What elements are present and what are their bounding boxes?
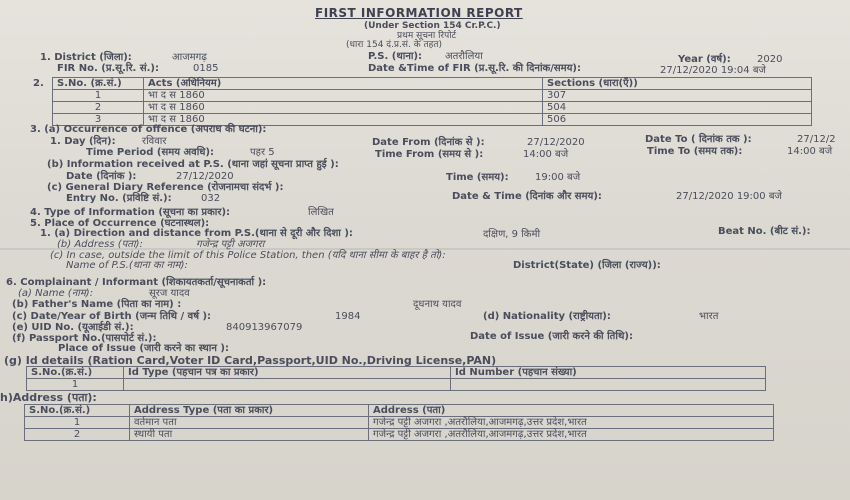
year-label: Year (वर्ष): [678,54,731,65]
time-from-label: Time From (समय से ): [375,149,484,160]
acts-row-act: भा द स 1860 [144,114,543,126]
acts-row-section: 504 [543,102,812,114]
id-header-number: Id Number (पहचान संख्या) [451,367,766,379]
occurrence-address-label: (b) Address (पता): [57,239,143,250]
address-header-address: Address (पता) [369,405,774,417]
table-row [25,429,774,441]
acts-table-header [53,78,812,90]
address-row-type: स्थायी पता [130,429,369,441]
time-to-label: Time To (समय तक): [647,146,743,157]
address-header-sno: S.No.(क्र.सं.) [25,405,130,417]
father-name-value: दूधनाथ यादव [413,299,462,310]
acts-header-sections: Sections (धारा(एँ)) [543,78,812,90]
id-row-type [124,379,451,391]
document-title: FIRST INFORMATION REPORT [315,6,523,20]
birth-date-label: (c) Date/Year of Birth (जन्म तिथि / वर्ष ): [12,311,212,322]
table-row [53,90,812,102]
acts-row-sno: 1 [53,90,144,102]
address-row-address: गजेन्द्र पट्टी अजगरा ,अतरौलिया,आजमगढ़,उत्तर प्रदेश,भारत [369,429,774,441]
nationality-value: भारत [699,311,719,322]
document-hindi-title: प्रथम सूचना रिपोर्ट [397,31,457,41]
occurrence-heading: 3. (a) Occurrence of offence (अपराध की घटना): [30,124,267,135]
info-type-label: 4. Type of Information (सूचना का प्रकार): [30,207,231,218]
complainant-name-value: सूरज यादव [149,288,190,299]
passport-issue-date-label: Date of Issue (जारी करने की तिथि): [470,331,633,342]
passport-label: (f) Passport No.(पासपोर्ट सं.): [12,333,157,344]
address-row-type: वर्तमान पता [130,417,369,429]
id-table-header [27,367,766,379]
outside-ps-name-label: Name of P.S.(थाना का नाम): [66,260,188,271]
gd-datetime-value: 27/12/2020 19:00 बजे [676,191,782,202]
acts-row-section: 506 [543,114,812,126]
info-time-value: 19:00 बजे [535,172,581,183]
table-row [53,102,812,114]
district-value: आजमगढ़ [172,52,207,63]
acts-header-sno: S.No. (क्र.सं.) [53,78,144,90]
district-label: 1. District (जिला): [40,52,132,63]
day-value: रविवार [142,136,167,147]
info-date-value: 27/12/2020 [176,171,234,182]
police-station-label: P.S. (थाना): [368,51,423,62]
id-row-number [451,379,766,391]
acts-row-act: भा द स 1860 [144,102,543,114]
date-from-label: Date From (दिनांक से ): [372,137,485,148]
id-header-sno: S.No.(क्र.सं.) [27,367,124,379]
birth-date-value: 1984 [335,311,361,322]
occurrence-address-value: गजेन्द्र पट्टी अजगरा [196,239,265,250]
id-header-type: Id Type (पहचान पत्र का प्रकार) [124,367,451,379]
date-to-value: 27/12/2 [797,134,836,145]
nationality-label: (d) Nationality (राष्ट्रीयता): [483,311,611,322]
police-station-value: अतरौलिया [445,51,483,62]
address-row-address: गजेन्द्र पट्टी अजगरा ,अतरौलिया,आजमगढ़,उत्तर प्रदेश,भारत [369,417,774,429]
id-details-label: (g) Id details (Ration Card,Voter ID Card,Passport,UID No.,Driving License,PAN) [4,354,497,367]
id-details-table [26,366,766,391]
address-row-sno: 2 [25,429,130,441]
time-to-value: 14:00 बजे [787,146,833,157]
time-period-label: Time Period (समय अवधि): [86,147,215,158]
complainant-heading: 6. Complainant / Informant (शिकायतकर्ता/सूचनाकर्ता ): [6,277,267,288]
document-hindi-subtitle: (धारा 154 दं.प्र.सं. के तहत) [346,40,443,50]
general-diary-label: (c) General Diary Reference (रोजनामचा संदर्भ ): [47,182,284,193]
fir-number-label: FIR No. (प्र.सू.रि. सं.): [57,63,159,74]
fir-datetime-value: 27/12/2020 19:04 बजे [660,65,766,76]
complainant-name-label: (a) Name (नाम): [18,288,94,299]
acts-row-sno: 3 [53,114,144,126]
father-name-label: (b) Father's Name (पिता का नाम) : [12,299,182,310]
date-from-value: 27/12/2020 [527,137,585,148]
entry-number-label: Entry No. (प्रविष्टि सं.): [66,193,172,204]
table-row [25,417,774,429]
uid-value: 840913967079 [226,322,303,333]
outside-district-state-label: District(State) (जिला (राज्य)): [513,260,661,271]
outside-limit-label: (c) In case, outside the limit of this Police Station, then (यदि थाना सीमा के बाहर है तो): [50,250,446,261]
address-table [24,404,774,441]
address-header-type: Address Type (पता का प्रकार) [130,405,369,417]
time-period-value: पहर 5 [250,147,275,158]
fir-number-value: 0185 [193,63,219,74]
passport-issue-place-label: Place of Issue (जारी करने का स्थान ): [58,343,229,354]
info-date-label: Date (दिनांक ): [66,171,137,182]
beat-number-label: Beat No. (बीट सं.): [718,226,811,237]
acts-row-sno: 2 [53,102,144,114]
acts-row-act: भा द स 1860 [144,90,543,102]
table-row [27,379,766,391]
info-type-value: लिखित [308,207,334,218]
entry-number-value: 032 [201,193,221,204]
acts-header-acts: Acts (अधिनियम) [144,78,543,90]
year-value: 2020 [757,54,783,65]
acts-table [52,77,812,126]
time-from-value: 14:00 बजे [523,149,569,160]
info-received-label: (b) Information received at P.S. (थाना जहां सूचना प्राप्त हुई ): [47,159,339,170]
acts-row-section: 307 [543,90,812,102]
date-to-label: Date To ( दिनांक तक ): [645,134,752,145]
document-section-subtitle: (Under Section 154 Cr.P.C.) [364,21,501,31]
address-section-label: h)Address (पता): [0,391,97,404]
id-row-sno: 1 [27,379,124,391]
direction-distance-value: दक्षिण, 9 किमी [483,229,541,240]
gd-datetime-label: Date & Time (दिनांक और समय): [452,191,602,202]
address-row-sno: 1 [25,417,130,429]
day-label: 1. Day (दिन): [50,136,116,147]
acts-section-number: 2. [33,78,44,89]
uid-label: (e) UID No. (यूआईडी सं.): [12,322,134,333]
address-table-header [25,405,774,417]
place-of-occurrence-label: 5. Place of Occurrence (घटनास्थल): [30,218,210,229]
direction-distance-label: 1. (a) Direction and distance from P.S.(थाना से दूरी और दिशा ): [40,228,353,239]
fir-datetime-label: Date &Time of FIR (प्र.सू.रि. की दिनांक/समय): [368,63,581,74]
info-time-label: Time (समय): [446,172,509,183]
